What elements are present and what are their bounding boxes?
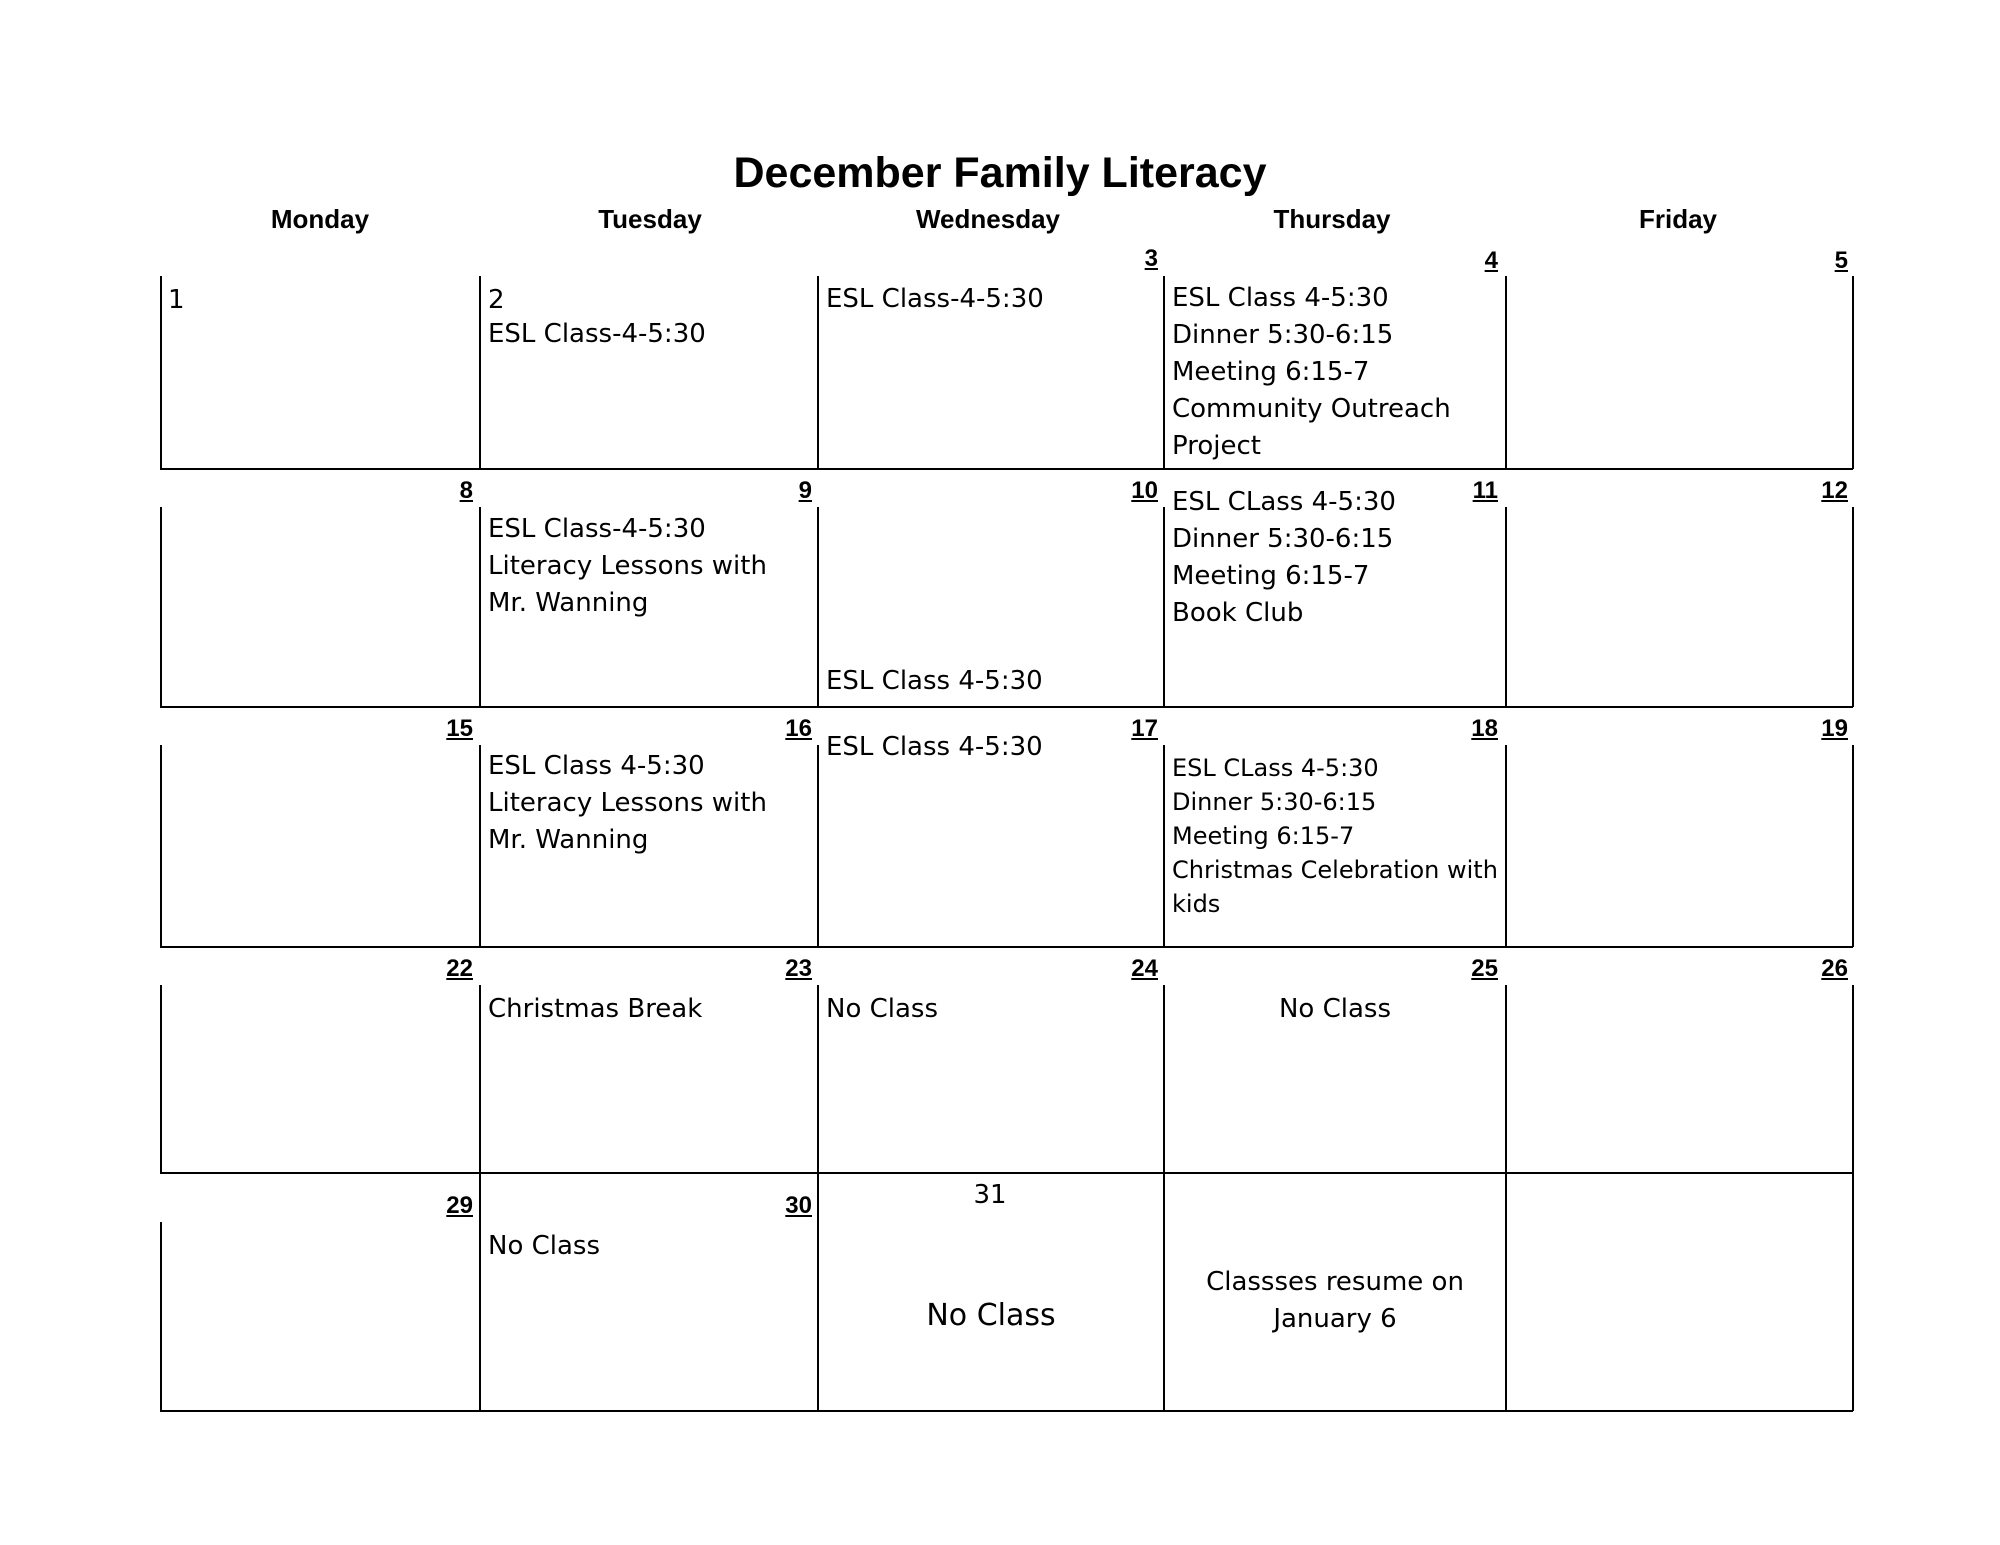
column-divider	[817, 1172, 819, 1411]
event-list	[1165, 991, 1505, 1028]
event-line: ESL Class 4-5:30	[1172, 283, 1389, 313]
date-31: 31	[973, 1180, 1007, 1210]
event-line: No Class	[826, 994, 939, 1024]
column-divider	[1852, 507, 1854, 707]
event-list	[1172, 751, 1498, 921]
date-1: 1	[168, 285, 185, 315]
event-line: Mr. Wanning	[488, 825, 649, 855]
date-15: 15	[446, 715, 473, 742]
event-line: No Class	[1278, 994, 1392, 1024]
event-list	[826, 729, 1043, 766]
event-line: ESL Class 4-5:30	[488, 751, 705, 781]
column-divider	[479, 1172, 481, 1411]
column-divider	[1163, 276, 1165, 469]
event-line: Christmas Break	[488, 994, 703, 1024]
column-divider	[160, 985, 162, 1173]
column-divider	[1852, 985, 1854, 1173]
date-22: 22	[446, 955, 473, 982]
event-line: ESL Class-4-5:30	[488, 514, 706, 544]
event-line: Book Club	[1172, 598, 1304, 628]
row-divider	[160, 946, 1853, 948]
event-line: Christmas Celebration with	[1172, 856, 1498, 884]
date-4: 4	[1484, 247, 1498, 274]
event-line: kids	[1172, 890, 1221, 918]
column-divider	[817, 507, 819, 707]
date-26: 26	[1821, 955, 1848, 982]
date-23: 23	[785, 955, 812, 982]
event-list	[826, 281, 1044, 318]
column-divider	[1505, 507, 1507, 707]
row-divider	[160, 1410, 1853, 1412]
column-divider	[1505, 1172, 1507, 1411]
event-list	[488, 991, 702, 1028]
column-divider	[817, 276, 819, 469]
column-divider	[1852, 745, 1854, 947]
column-divider	[1505, 745, 1507, 947]
column-divider	[1505, 276, 1507, 469]
event-line: Community Outreach	[1172, 394, 1451, 424]
date-10: 10	[1131, 477, 1158, 504]
column-divider	[160, 276, 162, 469]
event-list	[1172, 484, 1396, 632]
event-list	[488, 1228, 600, 1265]
date-18: 18	[1471, 715, 1498, 742]
row-divider	[160, 706, 1853, 708]
event-line: Dinner 5:30-6:15	[1172, 524, 1394, 554]
event-line: Literacy Lessons with	[488, 788, 767, 818]
date-5: 5	[1834, 247, 1848, 274]
weekday-wednesday: Wednesday	[915, 204, 1060, 234]
event-line: ESL CLass 4-5:30	[1172, 754, 1379, 782]
date-12: 12	[1821, 477, 1848, 504]
event-line: Meeting 6:15-7	[1172, 561, 1370, 591]
event-list	[488, 511, 767, 622]
weekday-tuesday: Tuesday	[598, 204, 702, 234]
column-divider	[479, 507, 481, 707]
date-3: 3	[1144, 245, 1158, 272]
event-line: Mr. Wanning	[488, 588, 649, 618]
column-divider	[160, 745, 162, 947]
column-divider	[479, 985, 481, 1173]
event-list	[1172, 280, 1451, 465]
event-line: ESL Class-4-5:30	[826, 284, 1044, 314]
event-list	[488, 748, 767, 859]
event-line: ESL Class 4-5:30	[826, 732, 1043, 762]
event-line: Literacy Lessons with	[488, 551, 767, 581]
date-11: 11	[1472, 477, 1498, 504]
column-divider	[1852, 1172, 1854, 1411]
event-line: Meeting 6:15-7	[1172, 822, 1355, 850]
date-2: 2	[488, 285, 505, 315]
date-29: 29	[446, 1192, 473, 1219]
page-title: December Family Literacy	[733, 149, 1267, 197]
event-line: Classses resume on	[1206, 1267, 1464, 1297]
date-9: 9	[798, 477, 812, 504]
date-25: 25	[1471, 955, 1498, 982]
event-list	[826, 663, 1043, 700]
column-divider	[1163, 745, 1165, 947]
event-line: No Class	[926, 1298, 1056, 1333]
date-19: 19	[1821, 715, 1848, 742]
event-line: January 6	[1273, 1304, 1397, 1334]
column-divider	[1852, 276, 1854, 469]
date-16: 16	[785, 715, 812, 742]
event-list	[819, 1296, 1163, 1336]
date-8: 8	[459, 477, 473, 504]
weekday-thursday: Thursday	[1273, 204, 1391, 234]
event-line: Project	[1172, 431, 1261, 461]
event-line: No Class	[488, 1231, 601, 1261]
event-line: Dinner 5:30-6:15	[1172, 320, 1394, 350]
column-divider	[479, 745, 481, 947]
event-line: ESL Class-4-5:30	[488, 319, 706, 349]
event-line: Dinner 5:30-6:15	[1172, 788, 1377, 816]
event-line: Meeting 6:15-7	[1172, 357, 1370, 387]
weekday-friday: Friday	[1638, 204, 1718, 234]
column-divider	[160, 507, 162, 707]
event-list	[826, 991, 938, 1028]
weekday-monday: Monday	[270, 204, 370, 234]
event-line: ESL Class 4-5:30	[826, 666, 1043, 696]
column-divider	[1505, 985, 1507, 1173]
row-divider	[160, 468, 1853, 470]
column-divider	[817, 745, 819, 947]
date-30: 30	[785, 1192, 812, 1219]
column-divider	[160, 1222, 162, 1411]
column-divider	[1163, 507, 1165, 707]
event-list	[488, 316, 706, 353]
date-24: 24	[1131, 955, 1158, 982]
event-line: ESL CLass 4-5:30	[1172, 487, 1396, 517]
column-divider	[817, 985, 819, 1173]
event-list	[1165, 1264, 1505, 1338]
column-divider	[479, 276, 481, 469]
date-17: 17	[1131, 715, 1158, 742]
row-divider	[160, 1172, 1853, 1174]
